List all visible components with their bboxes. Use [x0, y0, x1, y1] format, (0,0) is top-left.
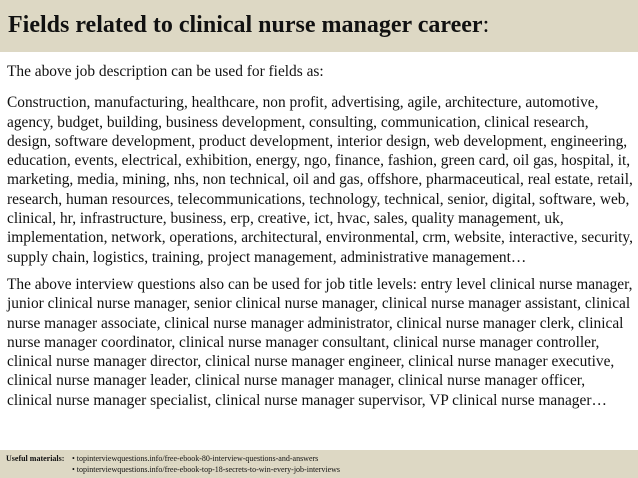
- footer-row-2: [6, 465, 340, 476]
- intro-text: The above job description can be used for fields as:: [7, 63, 324, 80]
- slide-title-text: Fields related to clinical nurse manager career: [8, 12, 483, 38]
- job-levels-paragraph: The above interview questions also can be used for job title levels: entry level clinical nurse manager, junior clinical nurse manager, senior clinical nurse manager, clinical nurse manager assistant, clinical nurse manager associate, clinical nurse manager administrator, clinical nurse manager clerk, clinical nurse manager coordinator, clinical nurse manager consultant, clinical nurse manager controller, clinical nurse manager director, clinical nurse manager engineer, clinical nurse manager executive, clinical nurse manager leader, clinical nurse manager manager, clinical nurse manager officer, clinical nurse manager specialist, clinical nurse manager supervisor, VP clinical nurse manager…: [7, 275, 633, 409]
- footer-row-1: [6, 454, 340, 465]
- slide-title: [8, 10, 489, 40]
- footer-label: Useful materials:: [6, 454, 65, 463]
- footer-bar: [0, 450, 638, 478]
- footer-link-1[interactable]: • topinterviewquestions.info/free-ebook-80-interview-questions-and-answers: [72, 454, 319, 463]
- slide-title-colon: :: [482, 12, 490, 38]
- footer-link-2[interactable]: • topinterviewquestions.info/free-ebook-top-18-secrets-to-win-every-job-interviews: [72, 464, 341, 474]
- title-bar: [0, 0, 638, 52]
- footer-content: [6, 454, 340, 475]
- slide-body: [7, 62, 633, 410]
- fields-paragraph: Construction, manufacturing, healthcare, non profit, advertising, agile, architecture, automotive, agency, budget, building, business development, consulting, communication, clinical research, design, software development, product development, interior design, web development, engineering, education, events, electrical, exhibition, energy, ngo, finance, fashion, green card, oil gas, hospital, it, marketing, media, mining, nhs, non technical, oil and gas, offshore, pharmaceutical, real estate, retail, research, human resources, telecommunications, technology, technical, senior, digital, software, web, clinical, hr, infrastructure, business, erp, creative, ict, hvac, sales, quality management, uk, implementation, network, operations, architectural, environmental, crm, website, interactive, security, supply chain, logistics, training, project management, administrative management…: [7, 94, 633, 266]
